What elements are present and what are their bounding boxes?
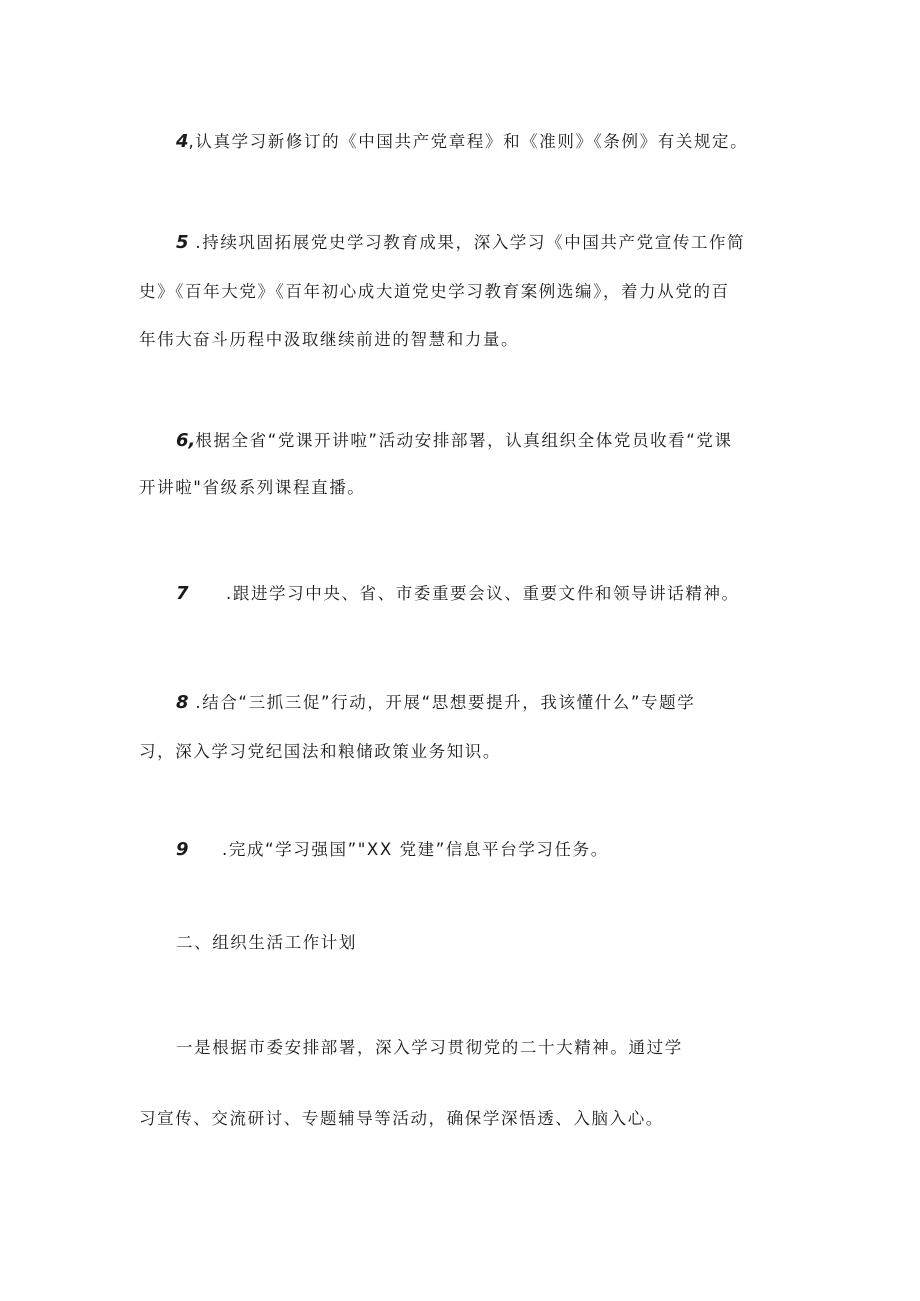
item-8-line-2: 习，深入学习党纪国法和粮储政策业务知识。	[139, 742, 501, 761]
item-6-line-1	[176, 430, 733, 452]
item-4-text: ,认真学习新修订的《中国共产党章程》和《准则》《条例》有关规定。	[188, 132, 749, 151]
item-5-line-1	[176, 232, 745, 254]
item-7-line-1	[176, 583, 740, 605]
item-6-line-2: 开讲啦"省级系列课程直播。	[139, 478, 366, 497]
paragraph-line-1: 一是根据市委安排部署，深入学习贯彻党的二十大精神。通过学	[176, 1038, 683, 1057]
item-8-line-1	[176, 692, 695, 714]
item-9-text: .完成“学习强国”"XX 党建”信息平台学习任务。	[222, 840, 609, 859]
item-7-text: .跟进学习中央、省、市委重要会议、重要文件和领导讲话精神。	[226, 584, 740, 603]
section-heading: 二、组织生活工作计划	[176, 933, 357, 952]
item-6-text-1: 根据全省“党课开讲啦”活动安排部署，认真组织全体党员收看“党课	[195, 431, 733, 450]
item-5-line-3: 年伟大奋斗历程中汲取继续前进的智慧和力量。	[139, 330, 520, 349]
item-9-line-1	[176, 839, 609, 861]
item-8-number: 8	[176, 692, 189, 713]
item-4-number: 4	[176, 131, 189, 152]
item-6-number: 6,	[176, 430, 196, 451]
item-8-text-1: .结合“三抓三促”行动，开展“思想要提升，我该懂什么”专题学	[188, 693, 696, 712]
item-5-number: 5	[176, 232, 189, 253]
item-5-line-2: 史》《百年大党》《百年初心成大道党史学习教育案例选编》，着力从党的百	[139, 282, 730, 301]
item-5-text-1: .持续巩固拓展党史学习教育成果，深入学习《中国共产党宣传工作简	[188, 233, 746, 252]
item-9-number: 9	[176, 839, 189, 860]
paragraph-line-2: 习宣传、交流研讨、专题辅导等活动，确保学深悟透、入脑入心。	[139, 1109, 664, 1128]
item-4-line-1	[176, 131, 748, 153]
item-7-number: 7	[176, 583, 189, 604]
